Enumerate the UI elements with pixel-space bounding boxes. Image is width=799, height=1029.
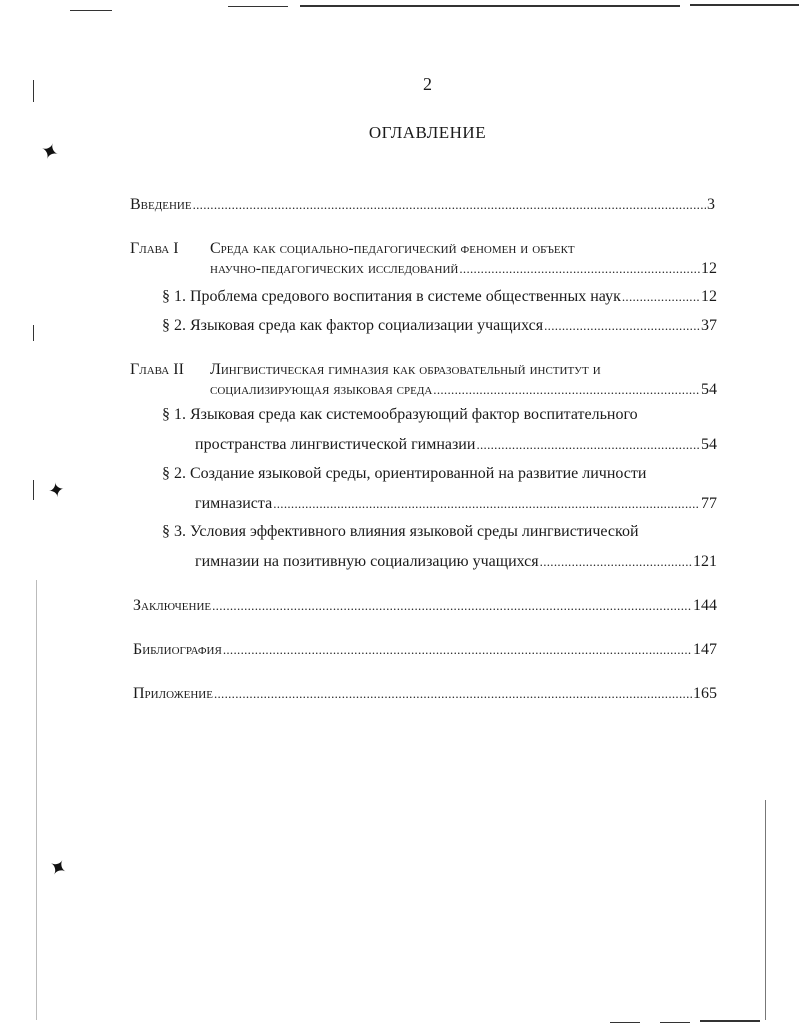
toc-section-2-2-line1: § 2. Создание языковой среды, ориентированной на развитие личности	[162, 465, 647, 482]
ink-blot: ✦	[36, 137, 63, 168]
toc-leader-dots	[459, 261, 700, 277]
toc-title: ОГЛАВЛЕНИЕ	[368, 123, 487, 142]
toc-section-2-3-line2	[195, 553, 717, 571]
toc-entry-page: 54	[701, 436, 717, 453]
toc-leader-dots	[544, 318, 700, 334]
scan-edge-line	[610, 1022, 640, 1023]
toc-entry-bibliography	[133, 641, 717, 659]
toc-leader-dots	[273, 496, 700, 512]
toc-entry-label: гимназиста	[195, 495, 273, 512]
scan-edge-line	[700, 1020, 760, 1022]
toc-entry-label: Библиография	[133, 641, 222, 658]
scan-edge-line	[690, 4, 799, 6]
toc-entry-page: 12	[701, 260, 717, 277]
toc-leader-dots	[476, 437, 700, 453]
scan-edge-line	[300, 5, 680, 7]
toc-entry-appendix	[133, 685, 717, 703]
toc-entry-page: 121	[693, 553, 717, 570]
scan-margin-mark	[33, 325, 34, 341]
toc-leader-dots	[433, 382, 700, 398]
scan-margin-mark	[33, 480, 34, 500]
ink-blot: ✦	[46, 476, 67, 504]
toc-entry-label: § 1. Проблема средового воспитания в системе общественных наук	[162, 288, 621, 305]
scan-edge-line	[228, 6, 288, 7]
toc-entry-page: 77	[701, 495, 717, 512]
scan-edge-line	[70, 10, 112, 11]
toc-entry-page: 147	[693, 641, 717, 658]
toc-entry-label: § 2. Языковая среда как фактор социализации учащихся	[162, 317, 544, 334]
scan-edge-line	[660, 1022, 690, 1023]
toc-entry-label: пространства лингвистической гимназии	[195, 436, 476, 453]
toc-section-2-3-line1: § 3. Условия эффективного влияния языковой среды лингвистической	[162, 523, 639, 540]
toc-chapter-2-title-line1: Лингвистическая гимназия как образовательный институт и	[210, 361, 601, 378]
toc-chapter-1-title-line1: Среда как социально-педагогический феномен и объект	[210, 240, 575, 257]
toc-entry-label: Приложение	[133, 685, 213, 702]
toc-entry-page: 144	[693, 597, 717, 614]
toc-section-1-2	[162, 317, 717, 335]
toc-entry-page: 12	[701, 288, 717, 305]
toc-entry-page: 3	[707, 196, 715, 213]
toc-entry-page: 37	[701, 317, 717, 334]
toc-entry-label: Заключение	[133, 597, 212, 614]
toc-entry-label: социализирующая языковая среда	[210, 381, 433, 398]
toc-chapter-1-prefix: Глава I	[130, 240, 179, 257]
toc-entry-label: гимназии на позитивную социализацию учащихся	[195, 553, 539, 570]
toc-leader-dots	[193, 197, 706, 213]
toc-entry-intro	[130, 196, 715, 214]
toc-leader-dots	[622, 289, 700, 305]
toc-leader-dots	[223, 642, 692, 658]
page-number: 2	[423, 74, 432, 94]
ink-blot: ✦	[43, 853, 72, 885]
toc-entry-page: 54	[701, 381, 717, 398]
toc-chapter-2-title-line2	[210, 381, 717, 399]
scan-margin-mark	[765, 800, 766, 1020]
toc-leader-dots	[212, 598, 692, 614]
toc-entry-conclusion	[133, 597, 717, 615]
toc-entry-label: научно-педагогических исследований	[210, 260, 459, 277]
toc-section-2-1-line2	[195, 436, 717, 454]
toc-chapter-2-prefix: Глава II	[130, 361, 184, 378]
toc-leader-dots	[540, 554, 692, 570]
toc-section-2-1-line1: § 1. Языковая среда как системообразующий фактор воспитательного	[162, 406, 638, 423]
toc-chapter-1-title-line2	[210, 260, 717, 278]
scan-margin-mark	[36, 580, 37, 1020]
toc-section-2-2-line2	[195, 495, 717, 513]
toc-entry-page: 165	[693, 685, 717, 702]
toc-entry-label: Введение	[130, 196, 192, 213]
toc-section-1-1	[162, 288, 717, 306]
toc-leader-dots	[214, 686, 692, 702]
